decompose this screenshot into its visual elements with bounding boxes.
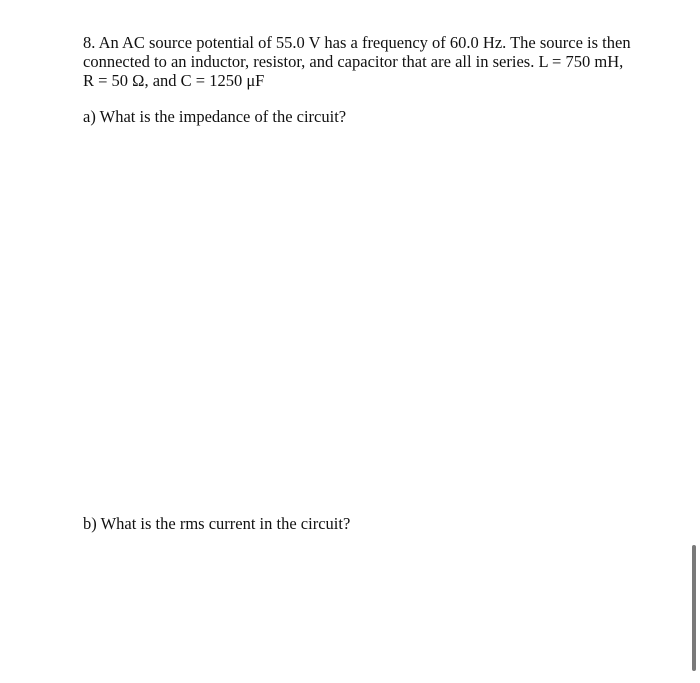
problem-line: R = 50 Ω, and C = 1250 μF xyxy=(83,71,265,90)
vertical-scrollbar[interactable] xyxy=(692,545,696,671)
problem-line: 8. An AC source potential of 55.0 V has a frequency of 60.0 Hz. The source is then xyxy=(83,33,631,52)
problem-line: connected to an inductor, resistor, and capacitor that are all in series. L = 750 mH, xyxy=(83,52,624,71)
question-part-b: b) What is the rms current in the circuit? xyxy=(83,514,351,533)
problem-statement xyxy=(83,33,643,90)
question-part-a: a) What is the impedance of the circuit? xyxy=(83,107,347,126)
